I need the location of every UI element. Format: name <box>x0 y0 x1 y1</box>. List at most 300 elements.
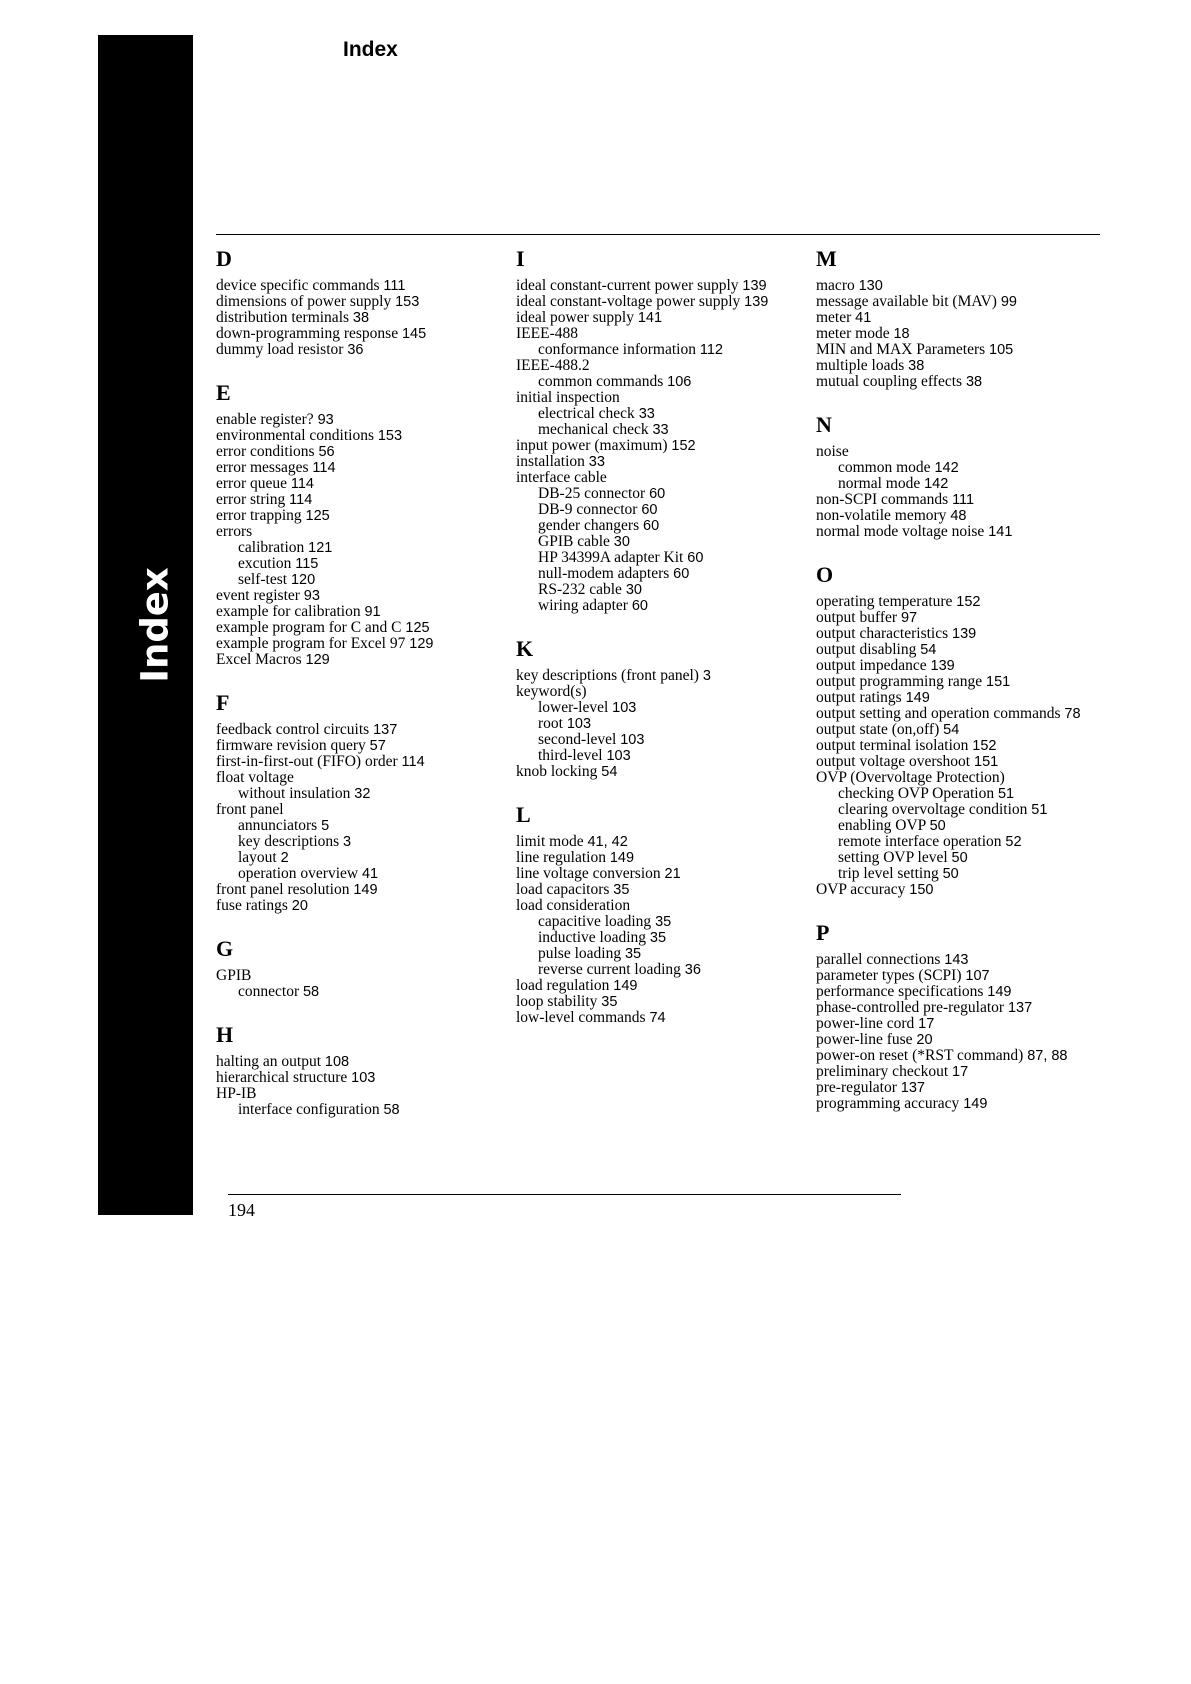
entry-page-ref: 20 <box>916 1032 933 1048</box>
index-section-n <box>816 412 1096 540</box>
index-entry <box>816 374 1096 390</box>
entry-term: mechanical check <box>538 421 649 438</box>
index-subentry <box>816 818 1096 834</box>
entry-term: load capacitors <box>516 881 610 898</box>
entry-term: normal mode voltage noise <box>816 523 985 540</box>
entry-page-ref: 33 <box>638 406 655 422</box>
entry-page-ref: 97 <box>900 610 918 626</box>
entry-page-ref: 30 <box>613 534 630 550</box>
entry-term: distribution terminals <box>216 309 350 326</box>
entry-page-ref: 33 <box>652 422 669 438</box>
entry-page-ref: 33 <box>588 454 605 470</box>
entry-page-ref: 54 <box>601 764 618 780</box>
entry-term: second-level <box>538 731 617 748</box>
entry-term: error queue <box>216 475 287 492</box>
entry-term: example program for C and C <box>216 619 402 636</box>
index-entry <box>216 412 496 428</box>
index-entry <box>516 850 796 866</box>
index-subentry <box>216 984 496 1000</box>
index-entry <box>516 882 796 898</box>
index-subentry <box>516 946 796 962</box>
index-subentry <box>216 786 496 802</box>
index-subentry <box>216 1102 496 1118</box>
entry-term: macro <box>816 277 855 294</box>
entry-page-ref: 60 <box>631 598 648 614</box>
entry-page-ref: 139 <box>742 278 767 294</box>
entry-term: interface cable <box>516 469 607 486</box>
entry-page-ref: 35 <box>655 914 672 930</box>
entry-page-ref: 145 <box>401 326 427 342</box>
entry-term: error trapping <box>216 507 302 524</box>
entry-page-ref: 151 <box>986 674 1011 690</box>
entry-term: line regulation <box>516 849 606 866</box>
entry-term: mutual coupling effects <box>816 373 963 390</box>
entry-term: GPIB cable <box>538 533 610 550</box>
index-entry <box>816 690 1096 706</box>
entry-page-ref: 149 <box>963 1096 988 1112</box>
entry-page-ref: 125 <box>405 620 430 636</box>
entry-term: output disabling <box>816 641 917 658</box>
index-entry <box>816 524 1096 540</box>
entry-page-ref: 105 <box>989 342 1014 358</box>
entry-term: non-volatile memory <box>816 507 947 524</box>
index-entry <box>216 604 496 620</box>
entry-page-ref: 139 <box>744 294 769 310</box>
index-entry <box>816 1080 1096 1096</box>
entry-page-ref: 112 <box>699 342 723 358</box>
entry-page-ref: 137 <box>900 1080 925 1096</box>
index-entry <box>816 968 1096 984</box>
entry-term: trip level setting <box>838 865 939 882</box>
index-entry <box>516 684 796 700</box>
entry-term: HP-IB <box>216 1085 257 1102</box>
index-entry <box>216 508 496 524</box>
index-entry <box>516 994 796 1010</box>
bottom-rule <box>228 1194 901 1195</box>
entry-page-ref: 36 <box>347 342 364 358</box>
entry-term: line voltage conversion <box>516 865 661 882</box>
side-tab-label: Index <box>133 567 177 683</box>
index-entry <box>816 326 1096 342</box>
entry-page-ref: 141 <box>637 310 663 326</box>
section-letter: G <box>216 936 234 961</box>
index-entry <box>216 476 496 492</box>
index-subentry <box>516 566 796 582</box>
index-subentry <box>216 834 496 850</box>
entry-term: float voltage <box>216 769 294 786</box>
entry-term: environmental conditions <box>216 427 374 444</box>
entry-page-ref: 103 <box>351 1070 376 1086</box>
index-entry <box>816 1064 1096 1080</box>
index-entry <box>816 342 1096 358</box>
entry-term: layout <box>238 849 277 866</box>
entry-term: checking OVP Operation <box>838 785 995 802</box>
index-entry <box>516 1010 796 1026</box>
entry-page-ref: 60 <box>641 502 658 518</box>
index-section-m <box>816 246 1096 390</box>
entry-page-ref: 142 <box>924 476 949 492</box>
entry-term: calibration <box>238 539 305 556</box>
entry-term: device specific commands <box>216 277 380 294</box>
entry-term: setting OVP level <box>838 849 948 866</box>
entry-page-ref: 51 <box>997 786 1015 802</box>
index-entry <box>216 460 496 476</box>
running-head-title: Index <box>343 38 398 61</box>
entry-page-ref: 35 <box>613 882 630 898</box>
entry-page-ref: 60 <box>687 550 704 566</box>
index-subentry <box>516 342 796 358</box>
entry-term: error messages <box>216 459 309 476</box>
entry-term: GPIB <box>216 967 252 984</box>
entry-page-ref: 18 <box>893 326 910 342</box>
entry-term: loop stability <box>516 993 598 1010</box>
index-subentry <box>216 866 496 882</box>
index-subentry <box>516 502 796 518</box>
index-entry <box>816 626 1096 642</box>
index-entry <box>216 342 496 358</box>
entry-term: reverse current loading <box>538 961 681 978</box>
index-entry <box>816 642 1096 658</box>
index-entry <box>216 754 496 770</box>
entry-page-ref: 99 <box>1000 294 1017 310</box>
index-entry <box>516 978 796 994</box>
index-subentry <box>816 866 1096 882</box>
index-entry <box>216 898 496 914</box>
entry-term: key descriptions (front panel) <box>516 667 699 684</box>
entry-page-ref: 74 <box>649 1010 666 1026</box>
index-entry <box>816 594 1096 610</box>
index-section-g <box>216 936 496 1000</box>
index-subentry <box>816 802 1096 818</box>
index-subentry <box>216 850 496 866</box>
index-subentry <box>516 700 796 716</box>
entry-term: operating temperature <box>816 593 953 610</box>
entry-page-ref: 120 <box>290 572 316 588</box>
entry-page-ref: 152 <box>956 594 981 610</box>
index-entry <box>216 882 496 898</box>
entry-term: meter <box>816 309 852 326</box>
index-entry <box>516 438 796 454</box>
index-section-k <box>516 636 796 780</box>
entry-page-ref: 41, 42 <box>587 834 628 850</box>
index-entry <box>816 1032 1096 1048</box>
section-letter: M <box>816 246 837 271</box>
entry-page-ref: 125 <box>305 508 330 524</box>
entry-page-ref: 20 <box>291 898 308 914</box>
entry-page-ref: 153 <box>377 428 403 444</box>
entry-term: non-SCPI commands <box>816 491 949 508</box>
entry-term: preliminary checkout <box>816 1063 949 1080</box>
entry-term: dimensions of power supply <box>216 293 392 310</box>
entry-term: input power (maximum) <box>516 437 668 454</box>
index-entry <box>516 834 796 850</box>
entry-term: output programming range <box>816 673 983 690</box>
entry-page-ref: 142 <box>934 460 959 476</box>
entry-term: error string <box>216 491 286 508</box>
index-entry <box>816 358 1096 374</box>
index-entry <box>516 358 796 374</box>
entry-page-ref: 38 <box>908 358 925 374</box>
index-column-1 <box>216 246 496 1140</box>
entry-term: down-programming response <box>216 325 399 342</box>
index-subentry <box>516 422 796 438</box>
entry-page-ref: 106 <box>667 374 692 390</box>
entry-term: performance specifications <box>816 983 984 1000</box>
entry-page-ref: 51 <box>1031 802 1048 818</box>
entry-page-ref: 137 <box>373 722 398 738</box>
index-subentry <box>516 930 796 946</box>
entry-page-ref: 60 <box>643 518 660 534</box>
entry-term: third-level <box>538 747 603 764</box>
index-entry <box>816 658 1096 674</box>
entry-page-ref: 149 <box>905 690 930 706</box>
entry-term: DB-25 connector <box>538 485 646 502</box>
entry-term: programming accuracy <box>816 1095 960 1112</box>
entry-term: feedback control circuits <box>216 721 370 738</box>
entry-term: initial inspection <box>516 389 620 406</box>
entry-page-ref: 2 <box>280 850 289 866</box>
entry-term: hierarchical structure <box>216 1069 348 1086</box>
entry-page-ref: 91 <box>364 604 381 620</box>
entry-term: IEEE-488.2 <box>516 357 590 374</box>
entry-term: common commands <box>538 373 664 390</box>
entry-term: IEEE-488 <box>516 325 578 342</box>
section-letter: D <box>216 246 232 271</box>
entry-term: keyword(s) <box>516 683 587 700</box>
section-letter: F <box>216 690 230 715</box>
entry-term: conformance information <box>538 341 696 358</box>
entry-term: load consideration <box>516 897 631 914</box>
index-subentry <box>516 406 796 422</box>
index-entry <box>516 470 796 486</box>
index-subentry <box>516 748 796 764</box>
index-entry <box>216 636 496 652</box>
entry-page-ref: 30 <box>625 582 642 598</box>
entry-page-ref: 149 <box>353 882 378 898</box>
entry-page-ref: 21 <box>664 866 681 882</box>
index-section-o <box>816 562 1096 898</box>
entry-page-ref: 103 <box>566 716 592 732</box>
entry-term: excution <box>238 555 292 572</box>
index-entry <box>216 770 496 786</box>
entry-term: output terminal isolation <box>816 737 969 754</box>
entry-page-ref: 141 <box>988 524 1013 540</box>
index-section-e <box>216 380 496 668</box>
index-entry <box>816 310 1096 326</box>
entry-term: output impedance <box>816 657 927 674</box>
entry-term: enable register? <box>216 411 314 428</box>
entry-term: common mode <box>838 459 931 476</box>
entry-term: MIN and MAX Parameters <box>816 341 986 358</box>
index-entry <box>516 278 796 294</box>
index-entry <box>216 278 496 294</box>
index-entry <box>816 738 1096 754</box>
index-section-p <box>816 920 1096 1112</box>
entry-term: ideal power supply <box>516 309 634 326</box>
entry-term: dummy load resistor <box>216 341 344 358</box>
entry-term: installation <box>516 453 585 470</box>
entry-page-ref: 60 <box>673 566 690 582</box>
entry-term: self-test <box>238 571 288 588</box>
index-entry <box>216 802 496 818</box>
index-entry <box>216 1086 496 1102</box>
entry-term: lower-level <box>538 699 609 716</box>
index-entry <box>516 668 796 684</box>
entry-term: connector <box>238 983 300 1000</box>
entry-page-ref: 50 <box>929 818 946 834</box>
entry-term: fuse ratings <box>216 897 288 914</box>
entry-term: HP 34399A adapter Kit <box>538 549 684 566</box>
entry-term: ideal constant-voltage power supply <box>516 293 741 310</box>
index-subentry <box>516 732 796 748</box>
entry-term: output state (on,off) <box>816 721 940 738</box>
entry-page-ref: 114 <box>312 460 336 476</box>
index-entry <box>216 492 496 508</box>
entry-page-ref: 54 <box>920 642 937 658</box>
entry-page-ref: 54 <box>943 722 960 738</box>
entry-term: example program for Excel 97 <box>216 635 406 652</box>
entry-term: message available bit (MAV) <box>816 293 997 310</box>
index-subentry <box>516 582 796 598</box>
index-column-3 <box>816 246 1096 1134</box>
entry-page-ref: 129 <box>409 636 434 652</box>
entry-page-ref: 111 <box>952 492 975 508</box>
entry-page-ref: 115 <box>295 556 319 572</box>
section-letter: P <box>816 920 830 945</box>
index-entry <box>816 1000 1096 1016</box>
entry-page-ref: 93 <box>317 412 334 428</box>
index-subentry <box>516 598 796 614</box>
index-entry <box>816 722 1096 738</box>
entry-page-ref: 58 <box>383 1102 400 1118</box>
index-entry <box>816 278 1096 294</box>
index-entry <box>816 508 1096 524</box>
index-entry <box>216 294 496 310</box>
section-letter: E <box>216 380 231 405</box>
entry-term: enabling OVP <box>838 817 926 834</box>
entry-page-ref: 50 <box>951 850 968 866</box>
entry-page-ref: 137 <box>1007 1000 1033 1016</box>
entry-term: operation overview <box>238 865 359 882</box>
index-subentry <box>516 716 796 732</box>
entry-page-ref: 153 <box>395 294 420 310</box>
index-entry <box>816 294 1096 310</box>
index-subentry <box>216 540 496 556</box>
index-entry <box>816 706 1096 722</box>
index-entry <box>216 588 496 604</box>
entry-page-ref: 114 <box>401 754 425 770</box>
entry-term: power-on reset (*RST command) <box>816 1047 1024 1064</box>
entry-term: pulse loading <box>538 945 622 962</box>
index-entry <box>216 652 496 668</box>
entry-term: gender changers <box>538 517 640 534</box>
entry-term: output setting and operation commands <box>816 705 1061 722</box>
index-entry <box>516 898 796 914</box>
entry-term: power-line fuse <box>816 1031 913 1048</box>
entry-page-ref: 152 <box>671 438 696 454</box>
index-entry <box>816 770 1096 786</box>
entry-term: front panel <box>216 801 284 818</box>
entry-term: first-in-first-out (FIFO) order <box>216 753 398 770</box>
index-subentry <box>516 486 796 502</box>
entry-term: output voltage overshoot <box>816 753 971 770</box>
entry-page-ref: 32 <box>354 786 371 802</box>
section-letter: L <box>516 802 531 827</box>
index-entry <box>816 984 1096 1000</box>
entry-page-ref: 56 <box>318 444 335 460</box>
entry-term: electrical check <box>538 405 635 422</box>
entry-term: firmware revision query <box>216 737 366 754</box>
entry-term: wiring adapter <box>538 597 628 614</box>
entry-page-ref: 93 <box>303 588 320 604</box>
entry-page-ref: 130 <box>858 278 883 294</box>
index-subentry <box>816 460 1096 476</box>
index-subentry <box>816 850 1096 866</box>
index-entry <box>516 866 796 882</box>
entry-page-ref: 121 <box>308 540 333 556</box>
entry-page-ref: 35 <box>624 946 642 962</box>
section-letter: O <box>816 562 834 587</box>
entry-page-ref: 129 <box>305 652 330 668</box>
entry-term: limit mode <box>516 833 584 850</box>
entry-page-ref: 114 <box>290 476 314 492</box>
entry-page-ref: 152 <box>972 738 997 754</box>
entry-page-ref: 48 <box>950 508 967 524</box>
entry-term: low-level commands <box>516 1009 646 1026</box>
entry-page-ref: 35 <box>649 930 667 946</box>
entry-page-ref: 38 <box>352 310 370 326</box>
entry-term: output buffer <box>816 609 898 626</box>
index-entry <box>816 1016 1096 1032</box>
entry-page-ref: 107 <box>965 968 990 984</box>
entry-page-ref: 114 <box>289 492 313 508</box>
index-entry <box>516 326 796 342</box>
entry-page-ref: 103 <box>620 732 645 748</box>
section-letter: H <box>216 1022 234 1047</box>
index-entry <box>216 738 496 754</box>
index-entry <box>216 326 496 342</box>
entry-page-ref: 108 <box>324 1054 350 1070</box>
entry-term: example for calibration <box>216 603 361 620</box>
index-entry <box>216 620 496 636</box>
entry-term: interface configuration <box>238 1101 380 1118</box>
entry-term: capacitive loading <box>538 913 652 930</box>
entry-term: inductive loading <box>538 929 647 946</box>
entry-term: clearing overvoltage condition <box>838 801 1028 818</box>
index-subentry <box>816 834 1096 850</box>
index-entry <box>816 882 1096 898</box>
entry-term: remote interface operation <box>838 833 1002 850</box>
entry-term: load regulation <box>516 977 610 994</box>
index-section-d <box>216 246 496 358</box>
entry-term: power-line cord <box>816 1015 915 1032</box>
index-subentry <box>216 572 496 588</box>
index-subentry <box>516 550 796 566</box>
entry-page-ref: 139 <box>930 658 955 674</box>
entry-term: output ratings <box>816 689 902 706</box>
entry-page-ref: 17 <box>952 1064 969 1080</box>
index-entry <box>216 1070 496 1086</box>
top-rule <box>216 234 1100 235</box>
entry-term: error conditions <box>216 443 315 460</box>
entry-page-ref: 36 <box>684 962 701 978</box>
index-entry <box>216 722 496 738</box>
entry-term: Excel Macros <box>216 651 302 668</box>
entry-term: noise <box>816 443 849 460</box>
entry-term: RS-232 cable <box>538 581 622 598</box>
entry-page-ref: 151 <box>974 754 999 770</box>
entry-term: errors <box>216 523 253 540</box>
